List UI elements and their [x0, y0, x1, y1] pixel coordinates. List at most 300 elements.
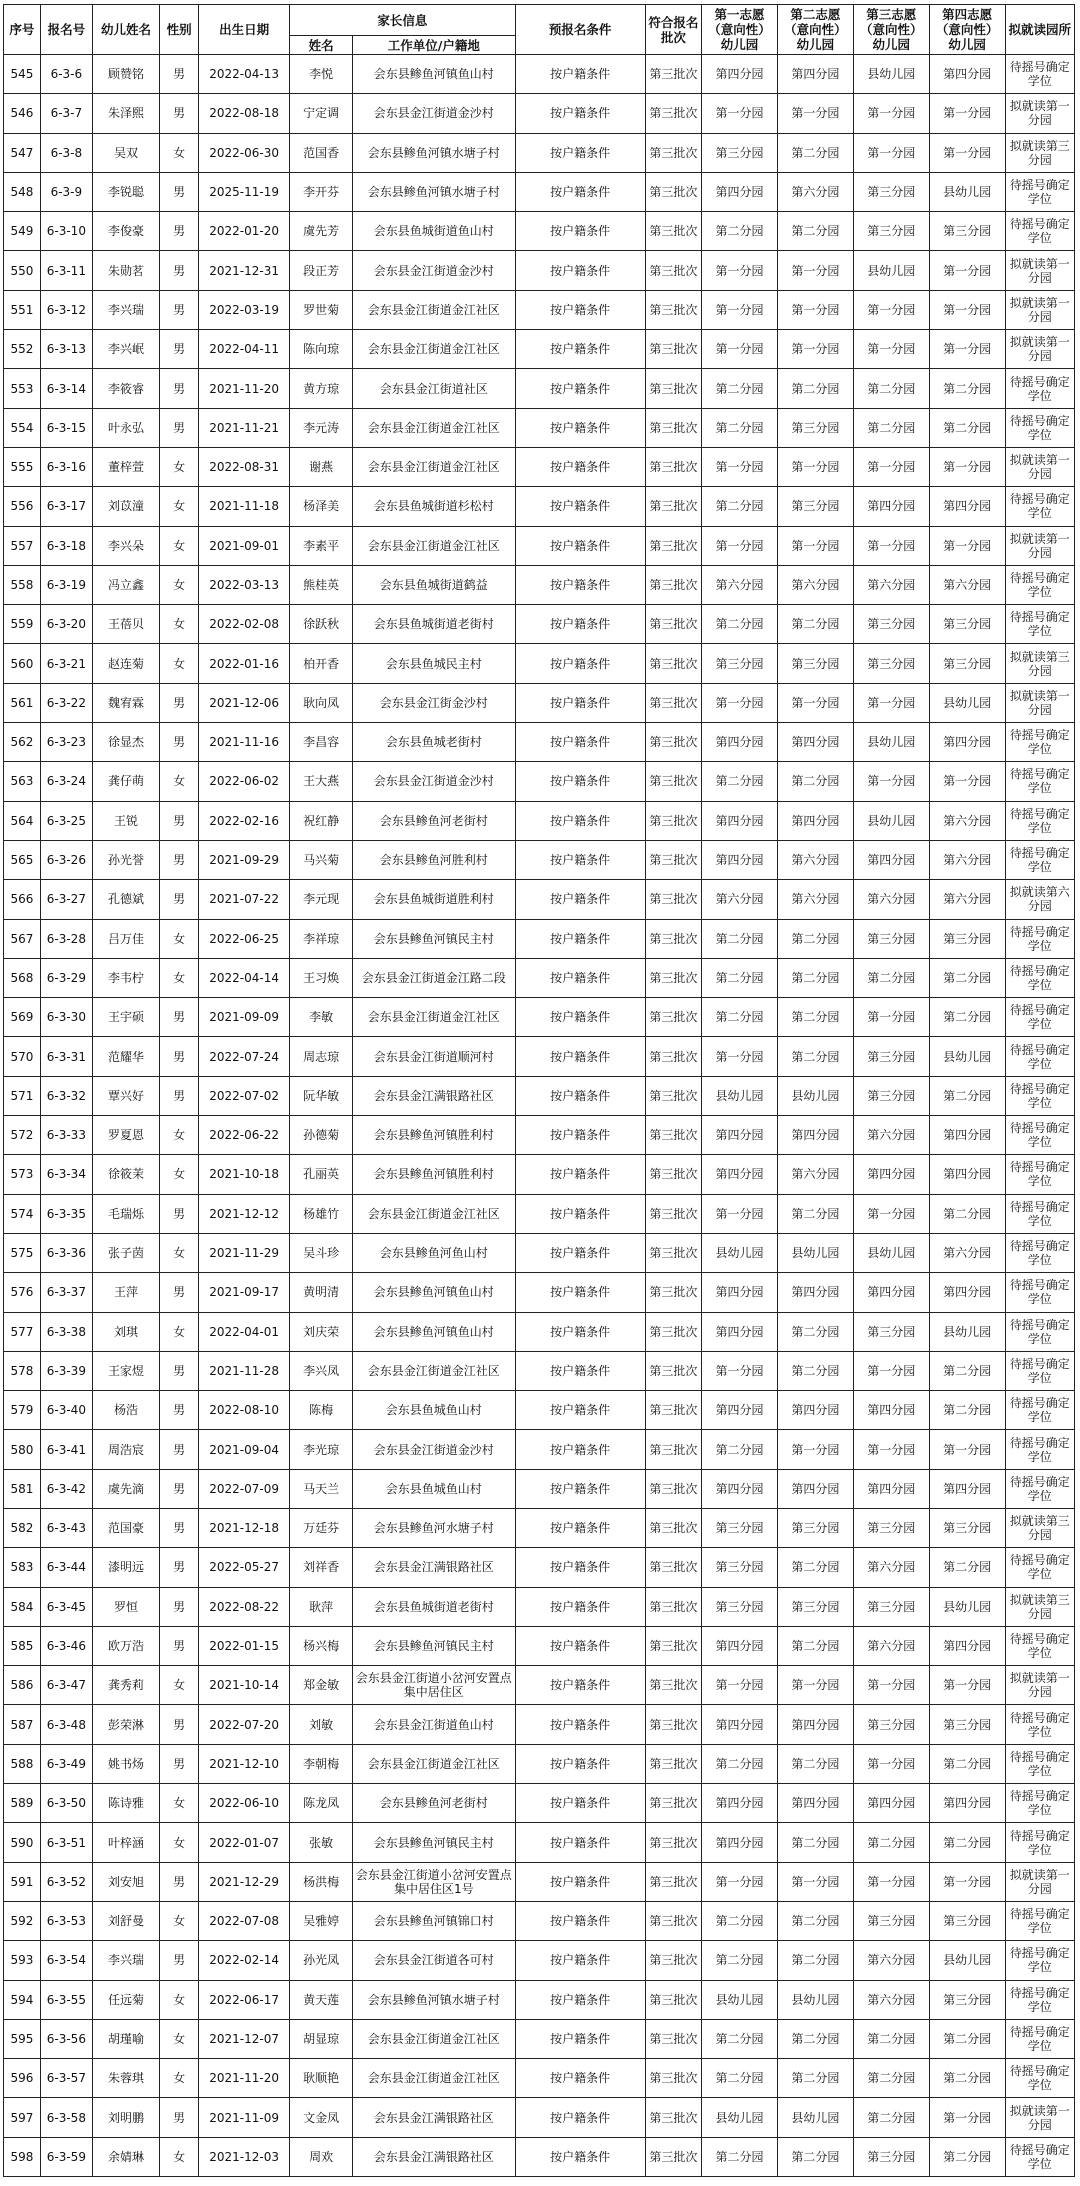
cell-choice-2: 第二分园	[777, 1626, 853, 1665]
cell-choice-2: 第二分园	[777, 2059, 853, 2098]
cell-choice-2: 第四分园	[777, 1391, 853, 1430]
cell-batch: 第三批次	[645, 1037, 701, 1076]
cell-choice-3: 第六分园	[853, 1941, 929, 1980]
cell-birth-date: 2021-10-18	[199, 1155, 290, 1194]
cell-birth-date: 2021-12-31	[199, 251, 290, 290]
cell-birth-date: 2021-11-21	[199, 408, 290, 447]
cell-workplace: 会东县鲹鱼河鱼山村	[353, 1233, 516, 1272]
cell-choice-2: 第二分园	[777, 369, 853, 408]
cell-child-name: 刘安旭	[92, 1862, 159, 1901]
cell-gender: 男	[160, 1508, 199, 1547]
cell-choice-1: 第二分园	[702, 2059, 778, 2098]
cell-seq: 554	[4, 408, 41, 447]
cell-result: 拟就读第三分园	[1005, 1508, 1074, 1547]
cell-workplace: 会东县金江街道鱼山村	[353, 1705, 516, 1744]
cell-choice-2: 县幼儿园	[777, 1076, 853, 1115]
cell-choice-3: 第三分园	[853, 1076, 929, 1115]
cell-birth-date: 2022-06-30	[199, 133, 290, 172]
cell-reg-no: 6-3-27	[40, 880, 92, 919]
cell-choice-4: 县幼儿园	[929, 683, 1005, 722]
cell-parent-name: 马兴菊	[290, 840, 353, 879]
cell-condition: 按户籍条件	[515, 1705, 645, 1744]
cell-choice-2: 第一分园	[777, 1430, 853, 1469]
cell-parent-name: 胡显琼	[290, 2019, 353, 2058]
cell-choice-2: 第二分园	[777, 1823, 853, 1862]
cell-choice-3: 第三分园	[853, 172, 929, 211]
cell-batch: 第三批次	[645, 801, 701, 840]
cell-seq: 545	[4, 55, 41, 94]
cell-child-name: 徐显杰	[92, 723, 159, 762]
cell-choice-2: 第四分园	[777, 1784, 853, 1823]
header-reg-no: 报名号	[40, 5, 92, 55]
table-row	[4, 1116, 1075, 1155]
cell-workplace: 会东县鲹鱼河镇水塘子村	[353, 172, 516, 211]
cell-choice-3: 第六分园	[853, 1626, 929, 1665]
cell-batch: 第三批次	[645, 880, 701, 919]
cell-seq: 548	[4, 172, 41, 211]
table-row	[4, 133, 1075, 172]
table-row	[4, 723, 1075, 762]
cell-batch: 第三批次	[645, 2098, 701, 2137]
cell-workplace: 会东县金江街道小岔河安置点集中居住区1号	[353, 1862, 516, 1901]
cell-parent-name: 黄明清	[290, 1273, 353, 1312]
cell-result: 待摇号确定学位	[1005, 919, 1074, 958]
table-row	[4, 840, 1075, 879]
cell-choice-2: 第六分园	[777, 880, 853, 919]
cell-seq: 576	[4, 1273, 41, 1312]
cell-choice-2: 第六分园	[777, 172, 853, 211]
cell-parent-name: 杨雄竹	[290, 1194, 353, 1233]
cell-workplace: 会东县金江满银路社区	[353, 1548, 516, 1587]
cell-parent-name: 杨洪梅	[290, 1862, 353, 1901]
cell-choice-4: 第二分园	[929, 1076, 1005, 1115]
cell-condition: 按户籍条件	[515, 605, 645, 644]
cell-seq: 558	[4, 565, 41, 604]
cell-reg-no: 6-3-42	[40, 1469, 92, 1508]
cell-choice-1: 第四分园	[702, 172, 778, 211]
cell-seq: 592	[4, 1901, 41, 1940]
cell-choice-2: 第二分园	[777, 212, 853, 251]
header-workplace: 工作单位/户籍地	[353, 36, 516, 55]
cell-parent-name: 范国香	[290, 133, 353, 172]
header-parent-info: 家长信息	[290, 5, 515, 36]
cell-result: 待摇号确定学位	[1005, 172, 1074, 211]
cell-condition: 按户籍条件	[515, 1784, 645, 1823]
cell-condition: 按户籍条件	[515, 958, 645, 997]
cell-child-name: 顾赞铭	[92, 55, 159, 94]
cell-batch: 第三批次	[645, 683, 701, 722]
cell-child-name: 李韦柠	[92, 958, 159, 997]
table-row	[4, 565, 1075, 604]
cell-seq: 565	[4, 840, 41, 879]
table-row	[4, 1155, 1075, 1194]
cell-condition: 按户籍条件	[515, 1391, 645, 1430]
cell-gender: 男	[160, 1862, 199, 1901]
cell-parent-name: 耿顺艳	[290, 2059, 353, 2098]
cell-choice-2: 第一分园	[777, 1862, 853, 1901]
cell-reg-no: 6-3-14	[40, 369, 92, 408]
cell-choice-1: 县幼儿园	[702, 1980, 778, 2019]
cell-choice-1: 第一分园	[702, 1037, 778, 1076]
cell-choice-1: 第四分园	[702, 840, 778, 879]
cell-reg-no: 6-3-25	[40, 801, 92, 840]
cell-child-name: 姚书炀	[92, 1744, 159, 1783]
table-row	[4, 1273, 1075, 1312]
cell-seq: 583	[4, 1548, 41, 1587]
cell-condition: 按户籍条件	[515, 2059, 645, 2098]
table-row	[4, 1548, 1075, 1587]
cell-choice-2: 第一分园	[777, 251, 853, 290]
cell-choice-1: 第二分园	[702, 1901, 778, 1940]
cell-seq: 564	[4, 801, 41, 840]
cell-batch: 第三批次	[645, 1587, 701, 1626]
cell-batch: 第三批次	[645, 1233, 701, 1272]
table-row	[4, 526, 1075, 565]
cell-result: 待摇号确定学位	[1005, 1980, 1074, 2019]
cell-choice-1: 第六分园	[702, 565, 778, 604]
cell-child-name: 毛瑞烁	[92, 1194, 159, 1233]
cell-choice-4: 第一分园	[929, 447, 1005, 486]
cell-birth-date: 2022-07-02	[199, 1076, 290, 1115]
cell-result: 拟就读第一分园	[1005, 251, 1074, 290]
cell-choice-2: 第六分园	[777, 840, 853, 879]
cell-choice-1: 第四分园	[702, 1116, 778, 1155]
cell-child-name: 范国豪	[92, 1508, 159, 1547]
cell-choice-3: 第一分园	[853, 447, 929, 486]
cell-choice-1: 第六分园	[702, 880, 778, 919]
cell-choice-2: 第二分园	[777, 1037, 853, 1076]
cell-workplace: 会东县鱼城鱼山村	[353, 1391, 516, 1430]
cell-gender: 女	[160, 487, 199, 526]
cell-gender: 男	[160, 1391, 199, 1430]
cell-result: 待摇号确定学位	[1005, 408, 1074, 447]
cell-child-name: 杨浩	[92, 1391, 159, 1430]
cell-gender: 女	[160, 605, 199, 644]
cell-reg-no: 6-3-9	[40, 172, 92, 211]
cell-batch: 第三批次	[645, 1469, 701, 1508]
cell-choice-4: 第四分园	[929, 1116, 1005, 1155]
cell-batch: 第三批次	[645, 1705, 701, 1744]
cell-seq: 552	[4, 330, 41, 369]
cell-choice-2: 第一分园	[777, 683, 853, 722]
cell-reg-no: 6-3-22	[40, 683, 92, 722]
cell-choice-2: 第三分园	[777, 644, 853, 683]
cell-reg-no: 6-3-20	[40, 605, 92, 644]
cell-seq: 546	[4, 94, 41, 133]
cell-parent-name: 孙德菊	[290, 1116, 353, 1155]
table-row	[4, 487, 1075, 526]
cell-seq: 582	[4, 1508, 41, 1547]
cell-workplace: 会东县鲹鱼河镇民主村	[353, 919, 516, 958]
cell-batch: 第三批次	[645, 723, 701, 762]
cell-birth-date: 2022-04-01	[199, 1312, 290, 1351]
cell-choice-3: 第二分园	[853, 1823, 929, 1862]
cell-reg-no: 6-3-13	[40, 330, 92, 369]
cell-condition: 按户籍条件	[515, 1901, 645, 1940]
cell-reg-no: 6-3-47	[40, 1666, 92, 1705]
cell-child-name: 董梓萱	[92, 447, 159, 486]
cell-condition: 按户籍条件	[515, 1548, 645, 1587]
cell-condition: 按户籍条件	[515, 408, 645, 447]
cell-batch: 第三批次	[645, 1351, 701, 1390]
cell-choice-4: 第四分园	[929, 1155, 1005, 1194]
cell-seq: 568	[4, 958, 41, 997]
cell-gender: 女	[160, 1312, 199, 1351]
cell-batch: 第三批次	[645, 487, 701, 526]
cell-condition: 按户籍条件	[515, 133, 645, 172]
cell-choice-4: 第三分园	[929, 212, 1005, 251]
cell-reg-no: 6-3-48	[40, 1705, 92, 1744]
cell-condition: 按户籍条件	[515, 644, 645, 683]
cell-choice-4: 第二分园	[929, 408, 1005, 447]
cell-choice-2: 第二分园	[777, 998, 853, 1037]
cell-seq: 570	[4, 1037, 41, 1076]
cell-choice-4: 第四分园	[929, 1784, 1005, 1823]
cell-choice-2: 第二分园	[777, 1744, 853, 1783]
cell-parent-name: 吴斗珍	[290, 1233, 353, 1272]
cell-gender: 女	[160, 958, 199, 997]
cell-batch: 第三批次	[645, 840, 701, 879]
cell-gender: 男	[160, 1469, 199, 1508]
cell-child-name: 孙光誉	[92, 840, 159, 879]
cell-choice-4: 第二分园	[929, 2137, 1005, 2176]
cell-gender: 男	[160, 369, 199, 408]
cell-choice-4: 第一分园	[929, 133, 1005, 172]
cell-choice-1: 第二分园	[702, 762, 778, 801]
cell-parent-name: 李悦	[290, 55, 353, 94]
cell-parent-name: 罗世菊	[290, 290, 353, 329]
cell-batch: 第三批次	[645, 330, 701, 369]
cell-parent-name: 孙光凤	[290, 1941, 353, 1980]
cell-workplace: 会东县金江街道金江社区	[353, 526, 516, 565]
cell-choice-3: 第四分园	[853, 1155, 929, 1194]
cell-birth-date: 2021-10-14	[199, 1666, 290, 1705]
cell-reg-no: 6-3-34	[40, 1155, 92, 1194]
cell-choice-3: 县幼儿园	[853, 55, 929, 94]
cell-choice-1: 第三分园	[702, 1548, 778, 1587]
cell-birth-date: 2022-04-14	[199, 958, 290, 997]
cell-gender: 女	[160, 565, 199, 604]
table-row	[4, 1862, 1075, 1901]
cell-choice-2: 第二分园	[777, 919, 853, 958]
cell-condition: 按户籍条件	[515, 330, 645, 369]
table-row	[4, 919, 1075, 958]
cell-batch: 第三批次	[645, 1116, 701, 1155]
cell-choice-2: 第二分园	[777, 2019, 853, 2058]
cell-choice-3: 第六分园	[853, 565, 929, 604]
cell-condition: 按户籍条件	[515, 447, 645, 486]
cell-choice-1: 第二分园	[702, 1430, 778, 1469]
cell-batch: 第三批次	[645, 369, 701, 408]
cell-choice-2: 第二分园	[777, 1312, 853, 1351]
cell-birth-date: 2022-07-20	[199, 1705, 290, 1744]
cell-reg-no: 6-3-28	[40, 919, 92, 958]
cell-result: 待摇号确定学位	[1005, 1901, 1074, 1940]
cell-result: 待摇号确定学位	[1005, 840, 1074, 879]
cell-gender: 男	[160, 1744, 199, 1783]
cell-result: 待摇号确定学位	[1005, 1548, 1074, 1587]
cell-reg-no: 6-3-35	[40, 1194, 92, 1233]
cell-choice-1: 县幼儿园	[702, 1076, 778, 1115]
cell-workplace: 会东县鲹鱼河镇民主村	[353, 1626, 516, 1665]
cell-batch: 第三批次	[645, 958, 701, 997]
cell-gender: 男	[160, 1548, 199, 1587]
cell-child-name: 吕万佳	[92, 919, 159, 958]
cell-choice-4: 第六分园	[929, 801, 1005, 840]
cell-parent-name: 马天兰	[290, 1469, 353, 1508]
cell-result: 待摇号确定学位	[1005, 1076, 1074, 1115]
cell-reg-no: 6-3-16	[40, 447, 92, 486]
cell-condition: 按户籍条件	[515, 1155, 645, 1194]
cell-choice-4: 第一分园	[929, 2098, 1005, 2137]
cell-batch: 第三批次	[645, 644, 701, 683]
cell-gender: 女	[160, 2019, 199, 2058]
table-row	[4, 369, 1075, 408]
cell-birth-date: 2022-03-19	[199, 290, 290, 329]
cell-choice-3: 第四分园	[853, 1469, 929, 1508]
cell-seq: 598	[4, 2137, 41, 2176]
cell-choice-2: 第三分园	[777, 487, 853, 526]
cell-condition: 按户籍条件	[515, 1076, 645, 1115]
cell-birth-date: 2021-11-20	[199, 2059, 290, 2098]
cell-seq: 550	[4, 251, 41, 290]
cell-reg-no: 6-3-10	[40, 212, 92, 251]
cell-birth-date: 2022-01-16	[199, 644, 290, 683]
cell-choice-2: 第六分园	[777, 1155, 853, 1194]
cell-gender: 男	[160, 55, 199, 94]
cell-child-name: 罗恒	[92, 1587, 159, 1626]
cell-choice-2: 第四分园	[777, 723, 853, 762]
cell-choice-2: 第二分园	[777, 958, 853, 997]
cell-choice-2: 第一分园	[777, 1666, 853, 1705]
cell-choice-3: 第六分园	[853, 880, 929, 919]
cell-batch: 第三批次	[645, 94, 701, 133]
table-row	[4, 1744, 1075, 1783]
cell-gender: 男	[160, 251, 199, 290]
cell-result: 待摇号确定学位	[1005, 1705, 1074, 1744]
cell-choice-2: 第三分园	[777, 408, 853, 447]
cell-birth-date: 2022-01-20	[199, 212, 290, 251]
cell-child-name: 李兴岷	[92, 330, 159, 369]
cell-parent-name: 刘祥香	[290, 1548, 353, 1587]
cell-parent-name: 吴雅婷	[290, 1901, 353, 1940]
cell-choice-3: 第三分园	[853, 212, 929, 251]
cell-choice-4: 第三分园	[929, 1980, 1005, 2019]
cell-choice-4: 第二分园	[929, 1744, 1005, 1783]
cell-gender: 男	[160, 290, 199, 329]
cell-result: 拟就读第一分园	[1005, 330, 1074, 369]
cell-child-name: 欧万浩	[92, 1626, 159, 1665]
cell-child-name: 漆明远	[92, 1548, 159, 1587]
cell-birth-date: 2021-12-06	[199, 683, 290, 722]
cell-seq: 594	[4, 1980, 41, 2019]
cell-choice-2: 第一分园	[777, 526, 853, 565]
cell-child-name: 魏宥霖	[92, 683, 159, 722]
cell-result: 拟就读第一分园	[1005, 447, 1074, 486]
cell-batch: 第三批次	[645, 2019, 701, 2058]
cell-choice-3: 第一分园	[853, 1744, 929, 1783]
cell-choice-3: 第一分园	[853, 1430, 929, 1469]
cell-parent-name: 杨泽美	[290, 487, 353, 526]
cell-workplace: 会东县鱼城街道胜利村	[353, 880, 516, 919]
cell-child-name: 覃兴好	[92, 1076, 159, 1115]
cell-seq: 549	[4, 212, 41, 251]
cell-condition: 按户籍条件	[515, 998, 645, 1037]
cell-workplace: 会东县金江街道金江社区	[353, 1351, 516, 1390]
cell-result: 待摇号确定学位	[1005, 723, 1074, 762]
cell-workplace: 会东县鲹鱼河老街村	[353, 801, 516, 840]
cell-parent-name: 祝红静	[290, 801, 353, 840]
cell-parent-name: 周志琼	[290, 1037, 353, 1076]
cell-gender: 男	[160, 1037, 199, 1076]
cell-workplace: 会东县鱼城街道杉松村	[353, 487, 516, 526]
cell-workplace: 会东县鲹鱼河镇民主村	[353, 1823, 516, 1862]
cell-birth-date: 2025-11-19	[199, 172, 290, 211]
cell-seq: 573	[4, 1155, 41, 1194]
cell-gender: 女	[160, 1233, 199, 1272]
cell-choice-3: 第一分园	[853, 1666, 929, 1705]
cell-reg-no: 6-3-54	[40, 1941, 92, 1980]
cell-child-name: 刘琪	[92, 1312, 159, 1351]
cell-reg-no: 6-3-23	[40, 723, 92, 762]
cell-birth-date: 2022-07-09	[199, 1469, 290, 1508]
cell-gender: 男	[160, 880, 199, 919]
cell-parent-name: 段正芳	[290, 251, 353, 290]
cell-result: 待摇号确定学位	[1005, 958, 1074, 997]
cell-batch: 第三批次	[645, 212, 701, 251]
cell-workplace: 会东县鲹鱼河镇水塘子村	[353, 1980, 516, 2019]
cell-choice-3: 第一分园	[853, 998, 929, 1037]
table-header	[4, 5, 1075, 55]
cell-choice-3: 第三分园	[853, 1037, 929, 1076]
cell-birth-date: 2021-12-03	[199, 2137, 290, 2176]
table-row	[4, 1076, 1075, 1115]
cell-workplace: 会东县鱼城老街村	[353, 723, 516, 762]
cell-reg-no: 6-3-30	[40, 998, 92, 1037]
cell-parent-name: 宁定调	[290, 94, 353, 133]
table-row	[4, 1469, 1075, 1508]
cell-workplace: 会东县鱼城街道老街村	[353, 605, 516, 644]
cell-choice-3: 第四分园	[853, 1273, 929, 1312]
cell-birth-date: 2021-09-17	[199, 1273, 290, 1312]
cell-condition: 按户籍条件	[515, 1037, 645, 1076]
cell-child-name: 范耀华	[92, 1037, 159, 1076]
cell-condition: 按户籍条件	[515, 369, 645, 408]
cell-child-name: 彭荣淋	[92, 1705, 159, 1744]
cell-choice-3: 第三分园	[853, 1705, 929, 1744]
cell-gender: 男	[160, 212, 199, 251]
cell-birth-date: 2021-11-20	[199, 369, 290, 408]
header-child-name: 幼儿姓名	[92, 5, 159, 55]
cell-gender: 女	[160, 1155, 199, 1194]
cell-workplace: 会东县鲹鱼河镇水塘子村	[353, 133, 516, 172]
cell-choice-1: 第四分园	[702, 1784, 778, 1823]
cell-child-name: 余婧琳	[92, 2137, 159, 2176]
cell-choice-3: 第三分园	[853, 605, 929, 644]
cell-gender: 男	[160, 1076, 199, 1115]
cell-reg-no: 6-3-31	[40, 1037, 92, 1076]
cell-workplace: 会东县金江街道金江路二段	[353, 958, 516, 997]
header-result: 拟就读园所	[1005, 5, 1074, 55]
cell-workplace: 会东县鲹鱼河镇鱼山村	[353, 55, 516, 94]
cell-choice-1: 第一分园	[702, 1666, 778, 1705]
cell-batch: 第三批次	[645, 1784, 701, 1823]
cell-choice-1: 第一分园	[702, 1351, 778, 1390]
cell-choice-3: 第二分园	[853, 958, 929, 997]
cell-child-name: 王家煜	[92, 1351, 159, 1390]
cell-parent-name: 周欢	[290, 2137, 353, 2176]
cell-choice-3: 第一分园	[853, 133, 929, 172]
